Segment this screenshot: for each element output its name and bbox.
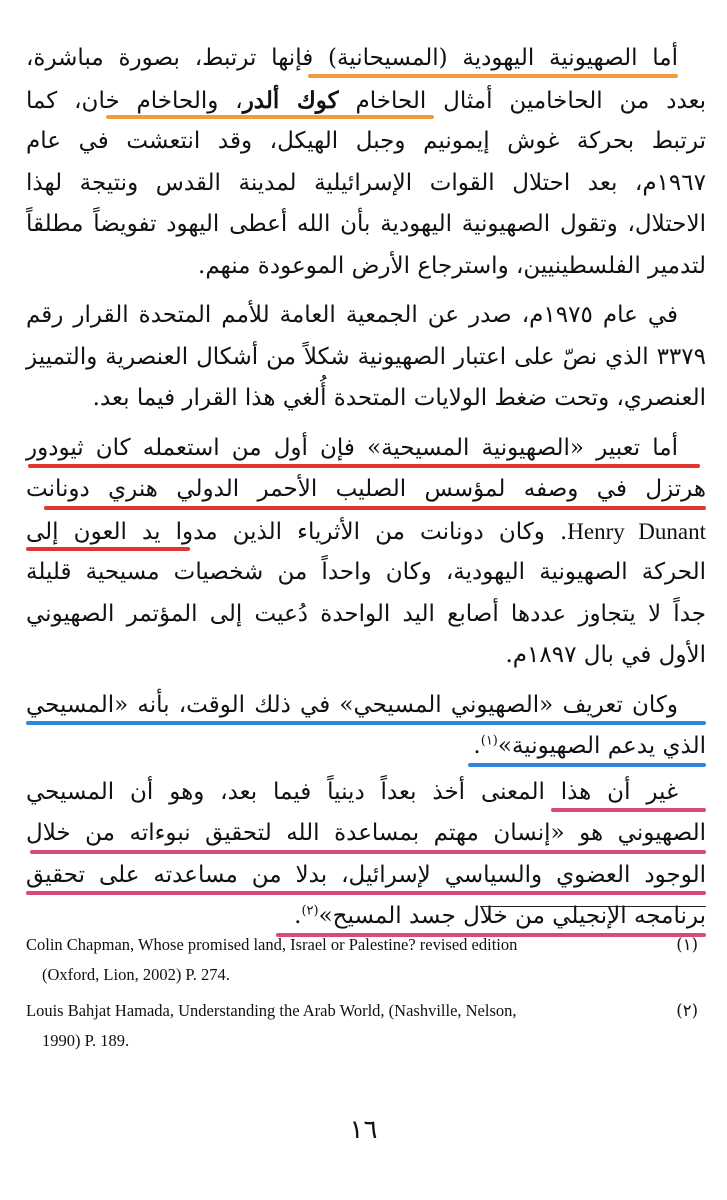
body-text — [26, 38, 706, 938]
line-text: الوجود العضوي والسياسي لإسرائيل، بدلا من مساعدته على تحقيق — [26, 861, 706, 888]
text-line — [26, 378, 706, 420]
text-line — [26, 80, 706, 122]
text-line — [26, 511, 706, 553]
paragraph-un-resolution — [26, 295, 706, 420]
text-line — [26, 469, 706, 511]
line-text: الحركة الصهيونية اليهودية، وكان واحداً من شخصيات مسيحية قليلة — [26, 559, 706, 585]
text-line — [26, 726, 706, 768]
line-text: الاحتلال، وتقول الصهيونية اليهودية بأن الله أعطى اليهود تفويضاً مطلقاً — [26, 211, 706, 237]
pink-highlight-underline — [30, 850, 706, 854]
blue-highlight-underline — [26, 721, 706, 725]
footnote-line: Louis Bahjat Hamada, Understanding the Arab World, (Nashville, Nelson, — [26, 1001, 517, 1020]
paragraph-gap — [26, 287, 706, 295]
text-line — [26, 337, 706, 379]
line-text: العنصري، وتحت ضغط الولايات المتحدة أُلغي هذا القرار فيما بعد. — [92, 385, 706, 411]
line-text: أما الصهيونية اليهودية (المسيحانية) فإنها ترتبط، بصورة مباشرة، — [26, 45, 678, 71]
line-text: ٣٣٧٩ الذي نصّ على اعتبار الصهيونية شكلاً من أشكال العنصرية والتمييز — [26, 343, 706, 370]
line-text: في عام ١٩٧٥م، صدر عن الجمعية العامة للأمم المتحدة القرار رقم — [26, 302, 678, 328]
text-line — [26, 594, 706, 636]
line-text: الأول في بال ١٨٩٧م. — [505, 642, 706, 668]
paragraph-christian-zionism-origin — [26, 428, 706, 677]
footnote-mark: (١) — [480, 733, 498, 749]
punctuation: . — [294, 903, 302, 929]
paragraph-definition — [26, 685, 706, 768]
line-text — [26, 519, 706, 545]
text-line — [26, 772, 706, 814]
latin-name: Henry Dunant — [567, 518, 707, 544]
footnote-number: (١) — [676, 935, 698, 954]
punctuation: . — [473, 733, 481, 759]
bold-name: كوك ألدر — [242, 86, 339, 114]
text-line — [26, 685, 706, 727]
footnotes — [26, 930, 698, 1062]
page-number: ١٦ — [349, 1115, 378, 1145]
line-text: لتدمير الفلسطينيين، واسترجاع الأرض الموعودة منهم. — [198, 252, 706, 279]
footnote-line: (Oxford, Lion, 2002) P. 274. — [42, 965, 230, 984]
line-text: هرتزل في وصفه لمؤسس الصليب الأحمر الدولي هنري دونانت — [26, 476, 706, 502]
footnote-mark: (٢) — [301, 903, 319, 919]
line-text — [473, 733, 706, 759]
line-text: بعدد من الحاخامين أمثال الحاخام كوك ألدر، والحاخام خان، كما — [26, 86, 707, 114]
footnote-line: Colin Chapman, Whose promised land, Israel or Palestine? revised edition — [26, 935, 518, 954]
paragraph-gap — [26, 677, 706, 685]
line-text: ترتبط بحركة غوش إيمونيم وجبل الهيكل، وقد انتعشت في عام — [26, 128, 706, 154]
line-text: الصهيوني هو «إنسان مهتم بمساعدة الله لتحقيق نبوءاته من خلال — [26, 820, 706, 846]
quote-text: الذي يدعم الصهيونية» — [497, 733, 706, 759]
red-highlight-underline — [26, 547, 190, 551]
text-line — [26, 428, 706, 470]
text-line — [26, 552, 706, 594]
text-line — [26, 246, 706, 288]
text-line — [26, 38, 706, 80]
text-line — [26, 635, 706, 677]
paragraph-religious-meaning — [26, 772, 706, 938]
text-line — [26, 855, 706, 897]
line-text: جداً لا يتجاوز عددها أصابع اليد الواحدة دُعيت إلى المؤتمر الصهيوني — [26, 600, 706, 627]
pink-highlight-underline — [551, 808, 706, 812]
line-text: وكان تعريف «الصهيوني المسيحي» في ذلك الوقت، بأنه «المسيحي — [26, 691, 678, 718]
orange-highlight-underline — [106, 115, 434, 119]
paragraph-jewish-zionism — [26, 38, 706, 287]
orange-highlight-underline — [308, 74, 678, 78]
text-line — [26, 163, 706, 205]
blue-highlight-underline — [468, 763, 706, 767]
red-highlight-underline — [44, 506, 706, 510]
red-highlight-underline — [28, 464, 700, 468]
line-text: غير أن هذا المعنى أخذ بعداً دينياً فيما بعد، وهو أن المسيحي — [26, 778, 678, 805]
footnote-divider — [480, 906, 706, 907]
line-remainder: . وكان دونانت من الأثرياء الذين مدوا يد العون إلى — [26, 518, 568, 545]
line-text: أما تعبير «الصهيونية المسيحية» فإن أول من استعمله كان ثيودور — [26, 434, 678, 461]
footnote-item — [26, 996, 698, 1056]
line-text: ١٩٦٧م، بعد احتلال القوات الإسرائيلية لمدينة القدس ونتيجة لهذا — [26, 169, 706, 196]
footnote-number: (٢) — [676, 1001, 698, 1020]
paragraph-gap — [26, 420, 706, 428]
text-line — [26, 295, 706, 337]
quote-text: برنامجه الإنجيلي من خلال جسد المسيح» — [318, 903, 706, 929]
text-line — [26, 813, 706, 855]
pink-highlight-underline — [26, 891, 706, 895]
footnote-line: 1990) P. 189. — [42, 1031, 130, 1050]
footnote-item — [26, 930, 698, 990]
text-line — [26, 121, 706, 163]
text-line — [26, 204, 706, 246]
